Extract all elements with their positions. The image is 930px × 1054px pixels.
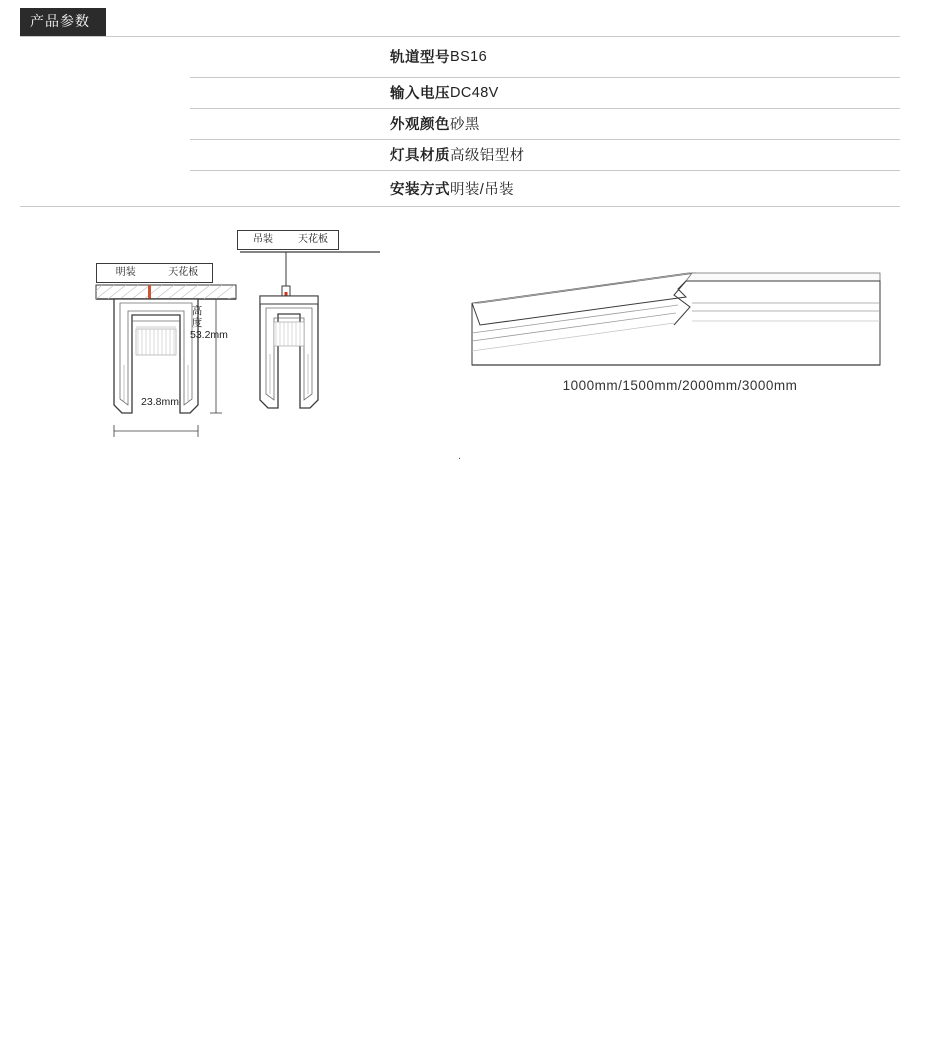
spec-value: BS16 xyxy=(450,48,488,65)
table-row xyxy=(20,77,900,108)
suspended-mount-tag-left: 吊装 xyxy=(253,234,273,245)
surface-mount-tag xyxy=(96,263,213,283)
spec-value: 砂黑 xyxy=(450,117,480,133)
table-rule-2 xyxy=(190,108,900,109)
spec-value: 高级铝型材 xyxy=(450,148,525,164)
spec-label: 输入电压 xyxy=(390,86,450,102)
table-row xyxy=(20,139,900,170)
suspended-mount-tag-right: 天花板 xyxy=(298,234,328,245)
table-rule-top xyxy=(20,36,900,37)
section-title: 产品参数 xyxy=(30,13,90,29)
table-row xyxy=(20,36,900,77)
table-rule-3 xyxy=(190,139,900,140)
diagram-area xyxy=(0,210,930,460)
table-row xyxy=(20,170,900,206)
section-header xyxy=(20,8,106,36)
surface-mount-tag-right: 天花板 xyxy=(168,267,199,278)
table-rule-1 xyxy=(190,77,900,78)
height-dimension-label: 高度 53.2mm xyxy=(190,305,228,341)
stray-mark: . xyxy=(458,450,462,462)
spec-label: 灯具材质 xyxy=(390,148,450,164)
track-length-caption: 1000mm/1500mm/2000mm/3000mm xyxy=(562,378,798,393)
spec-value: DC48V xyxy=(450,84,499,101)
width-dimension-label: 23.8mm xyxy=(141,396,179,408)
track-length-diagram xyxy=(460,255,900,395)
table-rule-bottom xyxy=(20,206,900,207)
surface-mount-tag-left: 明装 xyxy=(115,267,136,278)
suspended-mount-diagram xyxy=(230,222,390,432)
spec-value: 明装/吊装 xyxy=(450,181,515,198)
table-rule-4 xyxy=(190,170,900,171)
spec-table-container xyxy=(0,36,930,206)
spec-label: 轨道型号 xyxy=(390,50,450,66)
suspended-mount-tag xyxy=(237,230,339,250)
spec-label: 安装方式 xyxy=(390,181,450,198)
spec-table xyxy=(20,36,900,206)
spec-label: 外观颜色 xyxy=(390,117,450,133)
table-row xyxy=(20,108,900,139)
